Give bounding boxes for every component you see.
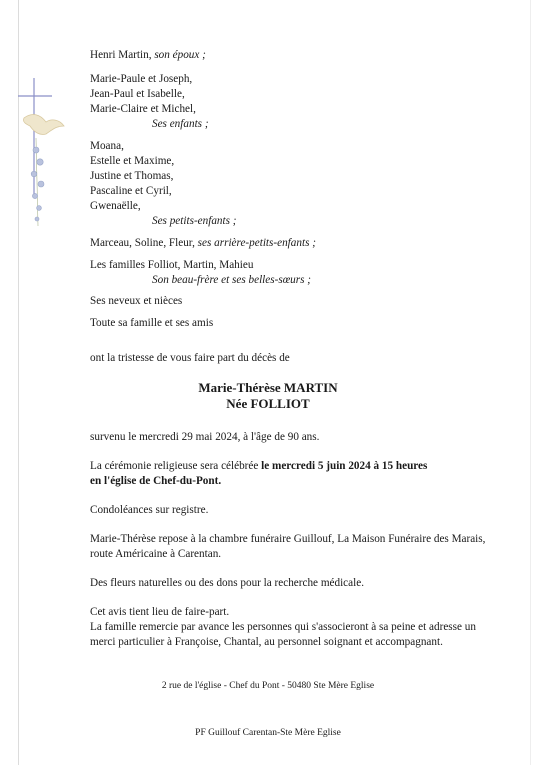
family-friends-line: Toute sa famille et ses amis xyxy=(90,317,214,329)
ceremony-place: en l'église de Chef-du-Pont. xyxy=(90,475,222,487)
rest-line: route Américaine à Carentan. xyxy=(90,548,222,560)
spouse-line: Henri Martin, son époux ; xyxy=(90,49,206,61)
deceased-name: Marie-Thérèse MARTIN xyxy=(198,380,338,395)
thanks-line: La famille remercie par avance les personnes qui s'associeront à sa peine et adresse un xyxy=(90,621,476,633)
grandchild-line: Justine et Thomas, xyxy=(90,170,174,182)
grandchild-line: Gwenaëlle, xyxy=(90,200,141,212)
children-role: Ses enfants ; xyxy=(152,118,209,130)
grandchild-line: Pascaline et Cyril, xyxy=(90,185,172,197)
funeral-home-footer: PF Guillouf Carentan-Ste Mère Eglise xyxy=(195,728,341,738)
child-line: Jean-Paul et Isabelle, xyxy=(90,88,185,100)
rest-line: Marie-Thérèse repose à la chambre funéraire Guillouf, La Maison Funéraire des Marais, xyxy=(90,533,486,545)
cross-dove-flowers-ornament xyxy=(16,78,68,228)
death-line: survenu le mercredi 29 mai 2024, à l'âge de 90 ans. xyxy=(90,431,320,443)
thanks-line: Cet avis tient lieu de faire-part. xyxy=(90,606,230,618)
flower-stem xyxy=(31,138,44,226)
grandchild-line: Estelle et Maxime, xyxy=(90,155,175,167)
deceased-maiden-name: Née FOLLIOT xyxy=(226,396,310,411)
address-line: 2 rue de l'église - Chef du Pont - 50480 Ste Mère Eglise xyxy=(161,681,375,691)
condolences-line: Condoléances sur registre. xyxy=(90,504,209,516)
thanks-line: merci particulier à Françoise, Chantal, au personnel soignant et accompagnant. xyxy=(90,636,443,648)
grandchildren-role: Ses petits-enfants ; xyxy=(152,215,237,227)
families-role: Son beau-frère et ses belles-sœurs ; xyxy=(152,274,311,286)
child-line: Marie-Claire et Michel, xyxy=(90,103,196,115)
great-grandchildren-line: Marceau, Soline, Fleur, ses arrière-petits-enfants ; xyxy=(90,237,316,249)
child-line: Marie-Paule et Joseph, xyxy=(90,73,193,85)
grandchild-line: Moana, xyxy=(90,140,124,152)
dove-shape xyxy=(23,115,64,135)
flowers-line: Des fleurs naturelles ou des dons pour la recherche médicale. xyxy=(90,577,364,589)
ceremony-line: La cérémonie religieuse sera célébrée le mercredi 5 juin 2024 à 15 heures xyxy=(90,460,428,472)
announcement-line: ont la tristesse de vous faire part du décès de xyxy=(90,352,290,364)
nephews-line: Ses neveux et nièces xyxy=(90,295,183,307)
families-line: Les familles Folliot, Martin, Mahieu xyxy=(90,259,254,271)
